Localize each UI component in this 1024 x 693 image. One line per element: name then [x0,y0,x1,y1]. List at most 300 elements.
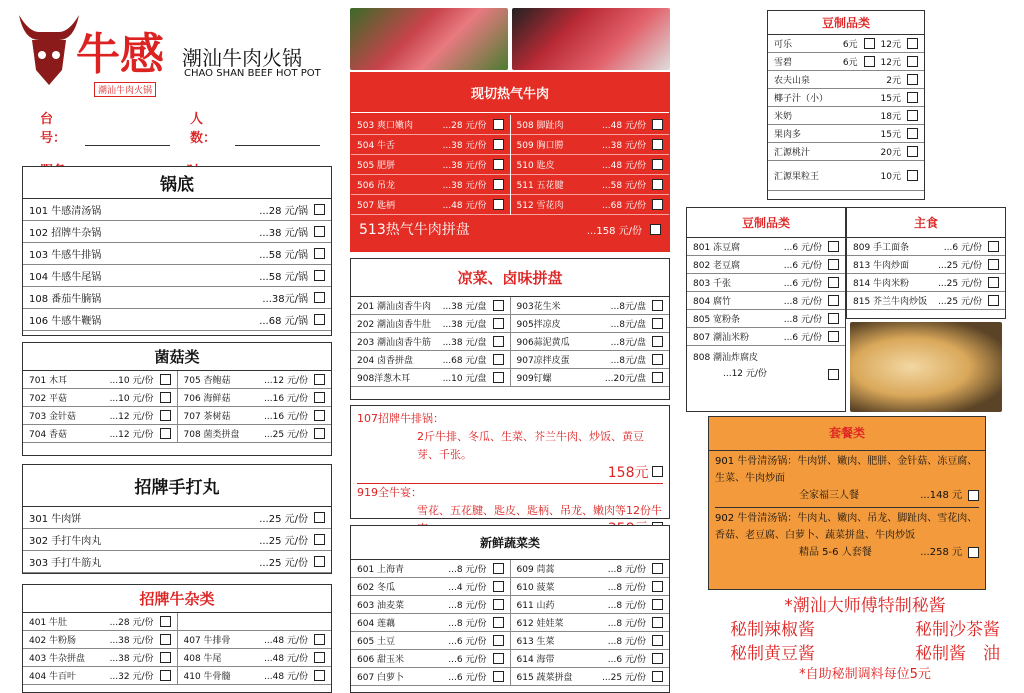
item-checkbox[interactable] [493,119,504,130]
set-107-desc: 2斤牛排、冬瓜、生菜、芥兰牛肉、炒饭、黄豆芽、千张。 [417,430,644,461]
drink-checkbox[interactable] [907,56,918,67]
item-price: ...6 元/份 [607,655,646,665]
menu-row [687,292,845,310]
item-checkbox[interactable] [160,410,171,421]
drinks-section [767,10,925,200]
item-checkbox[interactable] [828,259,839,270]
item-price: ...38 元/份 [442,161,487,171]
set-919-title: 919全牛宴： [357,483,663,502]
item-price: ...48 元/份 [264,636,308,646]
item-checkbox[interactable] [828,295,839,306]
item-price: ...16 元/份 [264,394,308,404]
guests-label: 人数： [190,112,217,146]
menu-row [23,243,331,265]
fresh-beef-section [350,72,670,252]
item-name: 905拌凉皮 [516,320,561,330]
item-checkbox[interactable] [493,300,504,311]
item-checkbox[interactable] [652,336,663,347]
item-checkbox[interactable] [652,300,663,311]
item-checkbox[interactable] [314,270,325,281]
item-name: 613 生菜 [516,637,555,647]
set-107-checkbox[interactable] [652,466,663,477]
item-name: 303 手打牛筋丸 [29,558,102,569]
drink-price-small: 15元 [880,130,901,140]
section-title: 主食 [847,208,1005,238]
item-name: 907凉拌皮蛋 [516,356,570,366]
item-checkbox[interactable] [493,159,504,170]
item-price: ...8 元/份 [607,565,646,575]
drink-name: 农夫山泉 [774,76,811,86]
drink-price-small: 18元 [880,112,901,122]
section-title: 套餐类 [709,417,985,451]
item-checkbox[interactable] [652,139,663,150]
drink-checkbox-small[interactable] [864,38,875,49]
menu-row [178,371,332,389]
item-checkbox[interactable] [652,563,663,574]
meatball-section [22,464,332,574]
item-price: ...25 元/份 [264,430,308,440]
item-name: 609 茼蒿 [516,565,555,575]
item-checkbox[interactable] [314,292,325,303]
menu-row [23,613,177,631]
drink-price-small: 6元 [842,40,858,50]
drink-checkbox[interactable] [907,146,918,157]
item-price: ...38 元/锅 [259,228,308,239]
item-price: ...6 元/份 [943,243,982,253]
item-checkbox[interactable] [160,392,171,403]
item-checkbox[interactable] [652,159,663,170]
item-checkbox[interactable] [652,354,663,365]
section-title: 豆制品类 [687,208,845,238]
item-price: ...8元/盘 [610,356,646,366]
beef-combo-checkbox[interactable] [650,224,661,235]
drink-name: 雪碧 [774,58,793,68]
drink-checkbox[interactable] [907,38,918,49]
menu-row [511,195,670,215]
item-checkbox[interactable] [493,354,504,365]
item-name: 814 牛肉米粉 [853,279,910,289]
drink-price-small: 10元 [880,172,901,182]
item-checkbox[interactable] [988,259,999,270]
item-name: 808 潮汕炸腐皮 [693,353,759,363]
bull-head-icon [14,10,84,90]
item-name: 204 卤香拼盘 [357,356,414,366]
item-name: 809 手工面条 [853,243,910,253]
item-checkbox[interactable] [314,428,325,439]
item-price: ...25 元/份 [259,536,308,547]
item-price: ...28 元/份 [442,121,487,131]
soup-base-section [22,166,332,336]
item-price: ...6 元/份 [783,333,822,343]
vegetable-section [350,525,670,693]
section-title: 凉菜、卤味拼盘 [351,259,669,297]
item-price: ...38元/锅 [262,294,308,305]
set-902-price: ...258 元 [920,547,962,558]
menu-row [351,195,510,215]
item-checkbox[interactable] [493,635,504,646]
item-name: 511 五花腱 [516,181,564,191]
item-price: ...68 元/锅 [259,316,308,327]
menu-row [351,560,510,578]
item-price: ...12 元/份 [723,369,767,379]
set-919-desc: 雪花、五花腱、匙皮、匙柄、吊龙、嫩肉等12份牛 [417,504,662,517]
section-title: 招牌手打丸 [23,465,331,507]
menu-row [511,333,670,351]
sauce-title: *潮汕大师傅特制秘酱 [784,596,946,616]
item-price: ...38 元/份 [442,141,487,151]
menu-row [351,297,510,315]
logo-sub: 潮汕牛肉火锅 [94,82,156,97]
menu-row [687,328,845,346]
menu-row [23,287,331,309]
item-price: ...38 元/盘 [442,320,487,330]
menu-row [511,614,670,632]
item-checkbox[interactable] [314,512,325,523]
item-name: 101 牛感清汤锅 [29,206,102,217]
item-name: 906蒜泥黄瓜 [516,338,570,348]
item-name: 803 千张 [693,279,732,289]
drink-name: 可乐 [774,40,793,50]
item-checkbox[interactable] [314,556,325,567]
guests-input[interactable] [235,108,320,146]
item-checkbox[interactable] [314,374,325,385]
item-name: 509 胸口朥 [516,141,564,151]
menu-row [351,351,510,369]
item-name: 510 匙皮 [516,161,555,171]
menu-row [687,256,845,274]
menu-row [511,315,670,333]
item-checkbox[interactable] [493,563,504,574]
item-price: ...8 元/份 [607,637,646,647]
menu-row [351,175,510,195]
section-title: 新鲜蔬菜类 [351,526,669,560]
item-name: 104 牛感牛尾锅 [29,272,102,283]
item-checkbox[interactable] [160,616,171,627]
item-checkbox[interactable] [314,392,325,403]
drink-checkbox[interactable] [907,74,918,85]
item-name: 813 牛肉炒面 [853,261,910,271]
item-checkbox[interactable] [160,634,171,645]
item-price: ...8 元/份 [783,315,822,325]
item-checkbox[interactable] [493,653,504,664]
item-name: 707 茶树菇 [183,412,231,422]
item-checkbox[interactable] [314,226,325,237]
item-checkbox[interactable] [493,179,504,190]
item-checkbox[interactable] [988,277,999,288]
menu-row [511,668,670,686]
item-price: ...25 元/份 [602,673,646,683]
item-name: 701 木耳 [29,376,68,386]
item-name: 102 招牌牛杂锅 [29,228,102,239]
item-name: 605 土豆 [357,637,396,647]
set-901-checkbox[interactable] [968,490,979,501]
menu-row [23,507,331,529]
item-price: ...6 元/份 [783,261,822,271]
item-checkbox[interactable] [828,241,839,252]
item-price: ...58 元/份 [602,181,646,191]
drink-price-small: 20元 [880,148,901,158]
item-price: ...6 元/份 [448,673,487,683]
item-checkbox[interactable] [828,313,839,324]
item-price: ...4 元/份 [448,583,487,593]
item-checkbox[interactable] [828,369,839,380]
drink-price-small: 6元 [842,58,858,68]
item-checkbox[interactable] [160,428,171,439]
item-checkbox[interactable] [493,581,504,592]
item-checkbox[interactable] [652,617,663,628]
item-price: ...8 元/份 [448,565,487,575]
menu-row [511,650,670,668]
item-name: 908洋葱木耳 [357,374,411,384]
table-no-label: 台号： [40,112,67,146]
item-checkbox[interactable] [493,336,504,347]
brand-subtitle: CHAO SHAN BEEF HOT POT [184,68,321,79]
item-price: ...8 元/份 [607,619,646,629]
item-checkbox[interactable] [652,318,663,329]
item-name: 606 甜玉米 [357,655,405,665]
sauce-block [720,594,1010,684]
drink-row [768,107,924,125]
item-name: 201 潮汕卤香牛肉 [357,302,432,312]
beef-combo-price: ...158 元/份 [586,225,642,237]
item-checkbox[interactable] [828,277,839,288]
item-price: ...25 元/份 [938,279,982,289]
item-price: ...10 元/份 [109,394,154,404]
item-checkbox[interactable] [493,199,504,210]
item-checkbox[interactable] [314,534,325,545]
item-name: 203 潮汕卤香牛筋 [357,338,432,348]
item-name: 611 山药 [516,601,555,611]
item-price: ...12 元/份 [109,412,154,422]
drink-row [768,161,924,191]
item-checkbox[interactable] [652,671,663,682]
item-name: 614 海带 [516,655,555,665]
item-checkbox[interactable] [314,634,325,645]
drink-checkbox[interactable] [907,110,918,121]
menu-row [23,265,331,287]
set-902-checkbox[interactable] [968,547,979,558]
tofu-section [686,207,846,412]
drink-price-large: 12元 [880,58,901,68]
drink-row [768,35,924,53]
set-901-price: ...148 元 [920,490,962,501]
item-checkbox[interactable] [652,179,663,190]
menu-row [23,529,331,551]
item-name: 903花生米 [516,302,561,312]
cold-dish-section [350,258,670,400]
item-price: ...38 元/份 [442,181,487,191]
item-name: 106 牛感牛鞭锅 [29,316,102,327]
item-name: 802 老豆腐 [693,261,741,271]
item-name: 403 牛杂拼盘 [29,654,86,664]
item-checkbox[interactable] [314,314,325,325]
section-title: 锅底 [23,167,331,199]
item-price: ...38 元/份 [109,654,154,664]
item-name: 603 油麦菜 [357,601,405,611]
item-price: ...25 元/份 [259,514,308,525]
item-price: ...48 元/份 [602,121,646,131]
set-901-name: 全家福三人餐 [799,490,859,501]
item-name: 508 脚趾肉 [516,121,564,131]
item-price: ...38 元/盘 [442,302,487,312]
item-price: ...28 元/锅 [259,206,308,217]
item-checkbox[interactable] [988,295,999,306]
item-name: 604 莲藕 [357,619,396,629]
item-checkbox[interactable] [493,617,504,628]
item-price: ...68 元/盘 [442,356,487,366]
item-name: 615 蔬菜拼盘 [516,673,573,683]
item-checkbox[interactable] [160,374,171,385]
item-price: ...48 元/份 [602,161,646,171]
item-checkbox[interactable] [314,204,325,215]
drink-name: 汇源果粒王 [774,172,820,182]
item-price: ...12 元/份 [264,376,308,386]
drink-row [768,125,924,143]
menu-row [847,256,1005,274]
item-name: 704 香菇 [29,430,68,440]
item-checkbox[interactable] [652,372,663,383]
menu-row [23,649,177,667]
menu-row [23,551,331,573]
drink-name: 汇源桃汁 [774,148,811,158]
menu-row [23,199,331,221]
item-name: 706 海鲜菇 [183,394,231,404]
offal-section [22,584,332,693]
drink-checkbox[interactable] [907,92,918,103]
item-name: 507 匙柄 [357,201,396,211]
item-checkbox[interactable] [652,199,663,210]
drink-price-large: 12元 [880,40,901,50]
sauce-soybean: 秘制黄豆酱 [730,644,815,664]
menu-row [511,369,670,387]
item-checkbox[interactable] [160,652,171,663]
drink-price-small: 2元 [886,76,901,86]
sauce-soy: 秘制酱 油 [915,644,1000,664]
item-price: ...38 元/份 [109,636,154,646]
set-meal-section [708,416,986,590]
table-no-input[interactable] [85,108,170,146]
item-price: ...10 元/份 [109,376,154,386]
item-name: 402 牛粉肠 [29,636,77,646]
section-title: 现切热气牛肉 [351,73,669,113]
item-price: ...6 元/份 [783,279,822,289]
set-107-price: 158元 [607,465,649,481]
sauce-footnote: *自助秘制调料每位5元 [799,667,931,682]
beef-photo-1 [350,8,508,70]
drink-checkbox[interactable] [907,170,918,181]
item-name: 505 肥胼 [357,161,396,171]
item-name: 815 芥兰牛肉炒饭 [853,297,928,307]
item-checkbox[interactable] [493,318,504,329]
item-price: ...10 元/盘 [442,374,487,384]
item-checkbox[interactable] [314,410,325,421]
item-checkbox[interactable] [160,670,171,681]
drink-checkbox-small[interactable] [864,56,875,67]
item-checkbox[interactable] [652,119,663,130]
item-checkbox[interactable] [493,139,504,150]
beef-combo-name: 513热气牛肉拼盘 [359,222,470,238]
logo [14,10,174,105]
item-checkbox[interactable] [652,599,663,610]
item-checkbox[interactable] [652,581,663,592]
menu-row [23,389,177,407]
item-checkbox[interactable] [493,599,504,610]
menu-row [687,238,845,256]
menu-row [178,407,332,425]
menu-row [847,292,1005,310]
mushroom-section [22,342,332,456]
drink-checkbox[interactable] [907,128,918,139]
menu-row [351,596,510,614]
item-name: 702 平菇 [29,394,68,404]
item-name: 607 白萝卜 [357,673,405,683]
menu-row [351,155,510,175]
menu-row [847,274,1005,292]
menu-row [178,667,332,685]
set-902-name: 精品 5-6 人套餐 [799,547,872,558]
item-name: 512 雪花肉 [516,201,564,211]
logo-text: 牛感 [76,29,164,80]
set-902-desc: 902 牛骨清汤锅：牛肉丸、嫩肉、吊龙、脚趾肉、雪花肉、香菇、老豆腐、白萝卜、蔬菜拼盘、牛肉炒饭 [715,507,979,544]
item-name: 610 菠菜 [516,583,555,593]
item-name: 302 手打牛肉丸 [29,536,102,547]
menu-row [511,135,670,155]
item-name: 705 杏鲍菇 [183,376,231,386]
menu-row [351,135,510,155]
item-price: ...6 元/份 [448,637,487,647]
section-title: 豆制品类 [768,11,924,35]
set-107-title: 107招牌牛排锅： [357,412,444,425]
item-price: ...25 元/份 [938,261,982,271]
item-checkbox[interactable] [493,372,504,383]
item-price: ...25 元/份 [938,297,982,307]
menu-row [351,632,510,650]
sauce-shacha: 秘制沙茶酱 [915,620,1000,640]
drink-row [768,71,924,89]
menu-row [178,631,332,649]
item-checkbox[interactable] [828,331,839,342]
brand-title: 潮汕牛肉火锅 [182,46,302,70]
menu-row [351,614,510,632]
item-name: 401 牛肚 [29,618,68,628]
item-price: ...38 元/份 [602,141,646,151]
item-checkbox[interactable] [652,653,663,664]
item-name: 601 上海青 [357,565,405,575]
menu-row [687,310,845,328]
set-meal-box [350,405,670,519]
set-901-desc: 901 牛骨清汤锅：牛肉饼、嫩肉、肥胼、金针菇、冻豆腐、生菜、牛肉炒面 [715,456,978,484]
item-price: ...8 元/份 [783,297,822,307]
menu-row [511,155,670,175]
beef-photo-2 [512,8,670,70]
item-name: 612 娃娃菜 [516,619,564,629]
menu-row [351,315,510,333]
item-checkbox[interactable] [652,635,663,646]
item-name: 404 牛百叶 [29,672,77,682]
item-checkbox[interactable] [493,671,504,682]
item-price: ...6 元/份 [783,243,822,253]
item-checkbox[interactable] [314,248,325,259]
menu-row [687,274,845,292]
item-checkbox[interactable] [314,652,325,663]
menu-row [511,175,670,195]
item-price: ...16 元/份 [264,412,308,422]
drink-row [768,53,924,71]
item-checkbox[interactable] [314,670,325,681]
item-checkbox[interactable] [988,241,999,252]
item-price: ...48 元/份 [442,201,487,211]
item-name: 801 冻豆腐 [693,243,741,253]
